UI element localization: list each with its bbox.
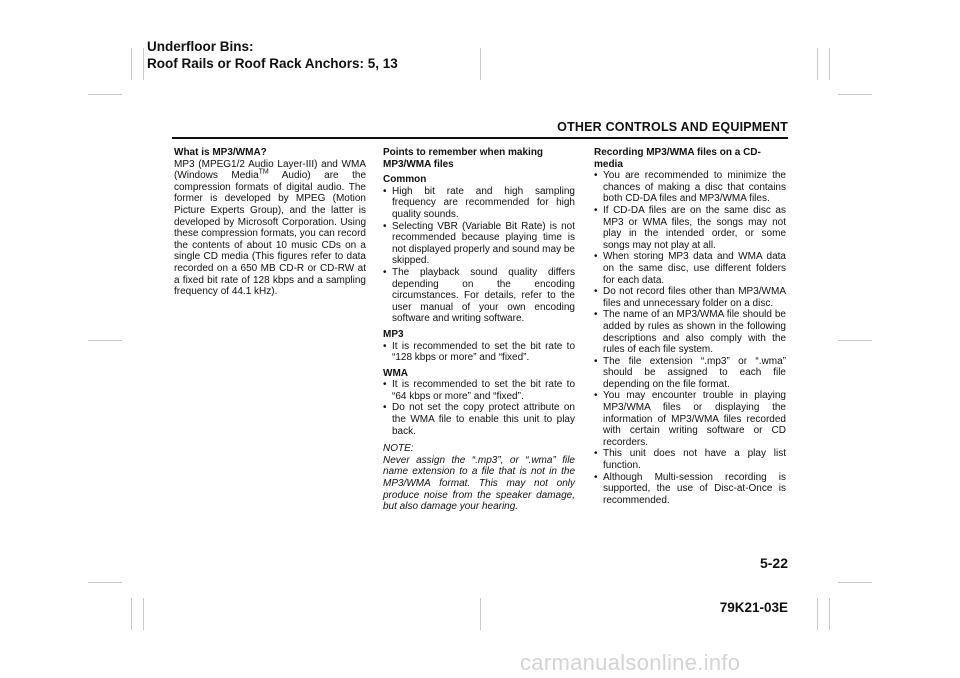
subheading-wma: WMA xyxy=(383,367,408,379)
crop-mark xyxy=(88,582,122,583)
header-rule xyxy=(172,137,788,139)
crop-mark xyxy=(131,598,132,630)
crop-mark xyxy=(838,340,872,341)
list-item: • Selecting VBR (Variable Bit Rate) is not recommended because playing time is not displayed properly and sound may be skipped. xyxy=(383,221,575,267)
list-item: • This unit does not have a play list function. xyxy=(594,448,786,471)
subheading-common: Common xyxy=(383,174,427,186)
heading-what-is-mp3-wma: What is MP3/WMA? xyxy=(174,147,267,158)
trademark-mark: TM xyxy=(258,168,269,176)
crop-mark xyxy=(817,48,818,80)
note-title: NOTE: xyxy=(383,443,414,455)
list-item: • The file extension “.mp3” or “.wma” should be assigned to each file depending on the file format. xyxy=(594,356,786,391)
subheading-mp3: MP3 xyxy=(383,328,404,340)
document-code: 79K21-03E xyxy=(719,600,788,615)
crop-mark xyxy=(88,94,122,95)
list-common xyxy=(383,186,575,325)
list-item: • High bit rate and high sampling frequency are recommended for high quality sounds. xyxy=(383,186,575,221)
list-item: • It is recommended to set the bit rate to “128 kbps or more” and “fixed”. xyxy=(383,341,575,364)
list-item: • It is recommended to set the bit rate to “64 kbps or more” and “fixed”. xyxy=(383,379,575,402)
paragraph-text: Audio) are the compression formats of digital audio. The former is developed by MPEG (Motion Picture Experts Group), and the latter is developed by Microsoft Corporation. Using these compression formats, you can record the contents of about 10 music CDs on a single CD media (This figures refer to data recorded on a 650 MB CD-R or CD-RW at a fixed bit rate of 128 kbps and a sampling frequency of 44.1 kHz). xyxy=(174,170,367,298)
index-note-line: Roof Rails or Roof Rack Anchors: 5, 13 xyxy=(147,56,398,71)
paragraph-mp3-wma-intro xyxy=(174,159,366,298)
list-item: • Do not record files other than MP3/WMA files and unnecessary folder on a disc. xyxy=(594,286,786,309)
crop-mark xyxy=(838,94,872,95)
crop-mark xyxy=(829,598,830,630)
list-item: • The name of an MP3/WMA file should be added by rules as shown in the following descriptions and also comply with the rules of each file system. xyxy=(594,309,786,355)
note-body: Never assign the “.mp3”, or “.wma” file name extension to a file that is not in the MP3/WMA format. This may not only produce noise from the speaker damage, but also damage your hearing. xyxy=(383,454,575,513)
list-wma xyxy=(383,379,575,437)
column-recording-mp3-wma xyxy=(594,147,786,506)
heading-recording-mp3-wma: Recording MP3/WMA files on a CD-media xyxy=(594,147,761,170)
column-what-is-mp3-wma xyxy=(174,147,366,298)
page-number: 5-22 xyxy=(759,555,788,571)
list-item: • If CD-DA files are on the same disc as MP3 or WMA files, the songs may not play in the intended order, or some songs may not play at all. xyxy=(594,205,786,251)
list-recording xyxy=(594,170,786,506)
crop-mark xyxy=(143,48,144,80)
watermark: carmanualsonline.info xyxy=(520,650,741,675)
crop-mark xyxy=(143,598,144,630)
list-item: • When storing MP3 data and WMA data on the same disc, use different folders for each data. xyxy=(594,251,786,286)
crop-mark xyxy=(838,582,872,583)
index-note xyxy=(147,38,398,72)
paragraph-text: MP3 (MPEG1/2 Audio Layer-III) and WMA (Windows Media xyxy=(174,158,366,182)
heading-points-to-remember: Points to remember when making MP3/WMA files xyxy=(383,147,544,170)
list-item: • Do not set the copy protect attribute on the WMA file to enable this unit to play back. xyxy=(383,402,575,437)
crop-mark xyxy=(480,48,481,80)
list-item: • The playback sound quality differs depending on the encoding circumstances. For details, refer to the user manual of your own encoding software and writing software. xyxy=(383,267,575,325)
crop-mark xyxy=(480,598,481,630)
crop-mark xyxy=(131,48,132,80)
crop-mark xyxy=(88,340,122,341)
list-mp3 xyxy=(383,341,575,364)
crop-mark xyxy=(829,48,830,80)
column-points-to-remember xyxy=(383,147,575,513)
index-note-line: Underfloor Bins: xyxy=(147,39,254,54)
crop-mark xyxy=(817,598,818,630)
list-item: • Although Multi-session recording is supported, the use of Disc-at-Once is recommended. xyxy=(594,472,786,507)
list-item: • You are recommended to minimize the chances of making a disc that contains both CD-DA files and MP3/WMA files. xyxy=(594,170,786,205)
section-header: OTHER CONTROLS AND EQUIPMENT xyxy=(557,120,788,134)
list-item: • You may encounter trouble in playing MP3/WMA files or displaying the information of MP3/WMA files recorded with certain writing software or CD recorders. xyxy=(594,390,786,448)
